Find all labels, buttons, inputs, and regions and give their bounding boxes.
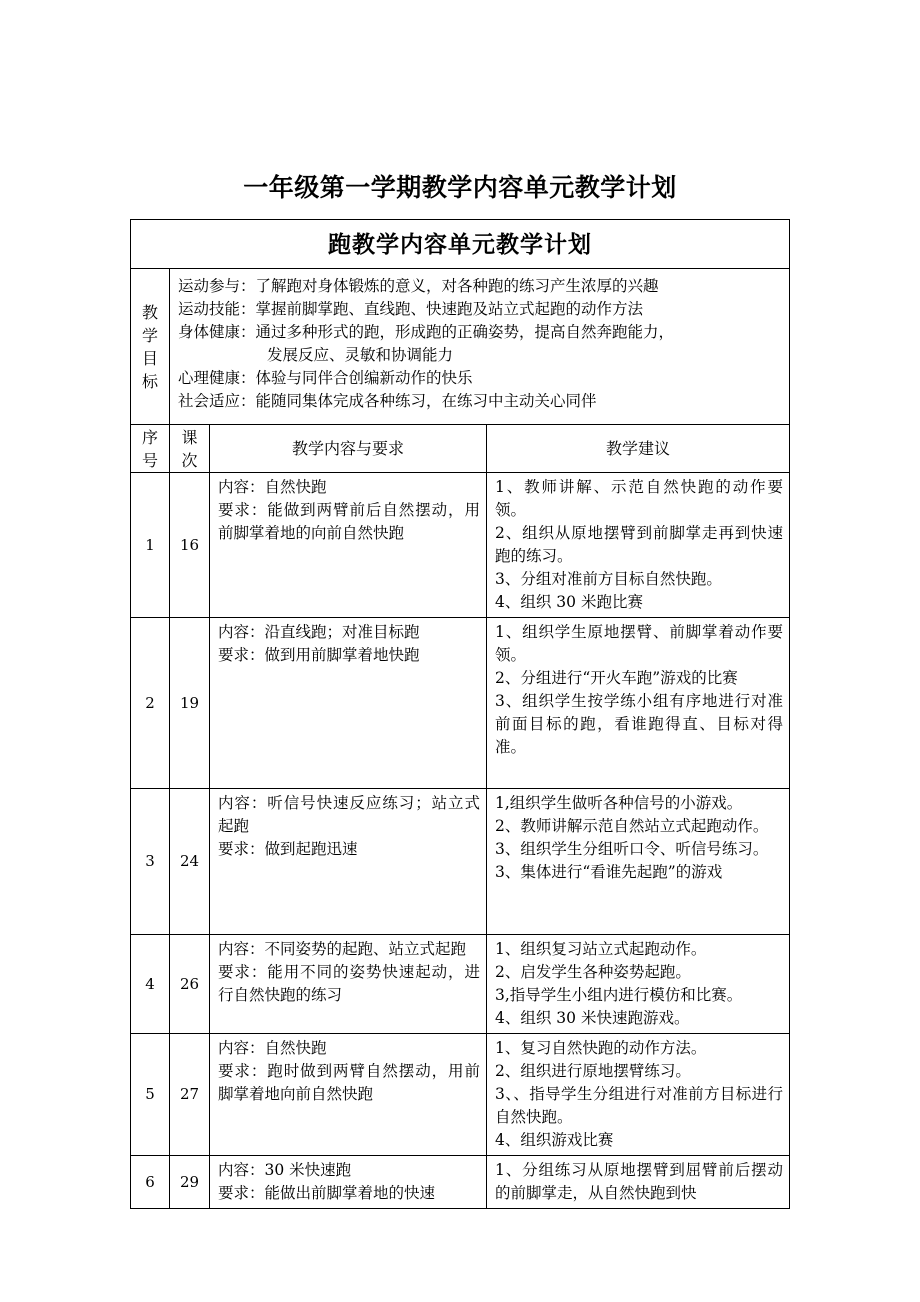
advice-line: 2、组织从原地摆臂到前脚掌走再到快速跑的练习。 [495, 524, 783, 565]
objective-item: 身体健康： 通过多种形式的跑，形成跑的正确姿势，提高自然奔跑能力， [178, 323, 675, 341]
advice-line: 4、组织游戏比赛 [495, 1131, 614, 1149]
header-lesson: 课 次 [170, 425, 210, 473]
row-seq: 3 [131, 789, 170, 935]
teaching-plan-table [130, 219, 790, 1209]
advice-line: 3、、指导学生分组进行对准前方目标进行自然快跑。 [495, 1085, 783, 1126]
objective-item: 心理健康： 体验与同伴合创编新动作的快乐 [178, 369, 473, 387]
header-seq: 序 号 [131, 425, 170, 473]
content-line: 内容：沿直线跑；对准目标跑 [218, 623, 420, 641]
objective-item: 运动技能： 掌握前脚掌跑、直线跑、快速跑及站立式起跑的动作方法 [178, 300, 644, 318]
document-title: 一年级第一学期教学内容单元教学计划 [243, 173, 677, 202]
row-advice [487, 789, 790, 935]
objective-item: 社会适应： 能随同集体完成各种练习，在练习中主动关心同伴 [178, 392, 597, 410]
row-lesson: 26 [170, 935, 210, 1034]
advice-line: 1、教师讲解、示范自然快跑的动作要领。 [495, 478, 783, 519]
content-line: 要求：跑时做到两臂自然摆动，用前脚掌着地向前自然快跑 [218, 1062, 480, 1103]
header-advice: 教学建议 [487, 425, 790, 473]
advice-line: 1、分组练习从原地摆臂到屈臂前后摆动的前脚掌走，从自然快跑到快 [495, 1161, 783, 1202]
advice-line: 4、组织 30 米快速跑游戏。 [495, 1009, 690, 1027]
row-lesson: 29 [170, 1156, 210, 1209]
header-content: 教学内容与要求 [210, 425, 487, 473]
row-advice [487, 618, 790, 789]
row-advice [487, 473, 790, 618]
row-content [210, 473, 487, 618]
row-seq: 1 [131, 473, 170, 618]
advice-line: 3、集体进行“看谁先起跑”的游戏 [495, 863, 723, 881]
row-lesson: 27 [170, 1034, 210, 1156]
row-lesson: 24 [170, 789, 210, 935]
objectives-content [170, 269, 790, 425]
advice-line: 3、组织学生按学练小组有序地进行对准前面目标的跑，看谁跑得直、目标对得准。 [495, 692, 783, 756]
advice-line: 1,组织学生做听各种信号的小游戏。 [495, 794, 743, 812]
advice-line: 1、组织学生原地摆臂、前脚掌着动作要领。 [495, 623, 783, 664]
advice-line: 2、组织进行原地摆臂练习。 [495, 1062, 691, 1080]
row-seq: 4 [131, 935, 170, 1034]
unit-title-row [131, 220, 790, 269]
table-row [131, 618, 790, 789]
row-content [210, 618, 487, 789]
row-seq: 2 [131, 618, 170, 789]
content-line: 要求：能做出前脚掌着地的快速 [218, 1184, 436, 1202]
objectives-row [131, 269, 790, 425]
row-content [210, 1156, 487, 1209]
content-line: 内容：30 米快速跑 [218, 1161, 352, 1179]
row-seq: 5 [131, 1034, 170, 1156]
advice-line: 1、组织复习站立式起跑动作。 [495, 940, 707, 958]
content-line: 要求：做到用前脚掌着地快跑 [218, 646, 420, 664]
content-line: 内容：自然快跑 [218, 1039, 327, 1057]
objective-continuation: 发展反应、灵敏和协调能力 [267, 346, 454, 364]
table-row [131, 1034, 790, 1156]
advice-line: 3、组织学生分组听口令、听信号练习。 [495, 840, 769, 858]
advice-line: 3,指导学生小组内进行模仿和比赛。 [495, 986, 743, 1004]
table-row [131, 789, 790, 935]
content-line: 要求：能做到两臂前后自然摆动，用前脚掌着地的向前自然快跑 [218, 501, 480, 542]
advice-line: 4、组织 30 米跑比赛 [495, 593, 643, 611]
advice-line: 1、复习自然快跑的动作方法。 [495, 1039, 707, 1057]
header-row [131, 425, 790, 473]
unit-title: 跑教学内容单元教学计划 [131, 220, 790, 269]
content-line: 内容：自然快跑 [218, 478, 327, 496]
row-lesson: 16 [170, 473, 210, 618]
row-lesson: 19 [170, 618, 210, 789]
content-line: 要求：做到起跑迅速 [218, 840, 358, 858]
objectives-label: 教 学 目 标 [131, 269, 170, 425]
advice-line: 2、启发学生各种姿势起跑。 [495, 963, 691, 981]
row-content [210, 789, 487, 935]
table-row [131, 935, 790, 1034]
row-content [210, 1034, 487, 1156]
row-advice [487, 1156, 790, 1209]
objective-item: 运动参与： 了解跑对身体锻炼的意义，对各种跑的练习产生浓厚的兴趣 [178, 277, 659, 295]
row-seq: 6 [131, 1156, 170, 1209]
row-advice [487, 935, 790, 1034]
row-advice [487, 1034, 790, 1156]
content-line: 内容：不同姿势的起跑、站立式起跑 [218, 940, 467, 958]
advice-line: 2、分组进行“开火车跑”游戏的比赛 [495, 669, 738, 687]
advice-line: 3、分组对准前方目标自然快跑。 [495, 570, 722, 588]
table-row [131, 1156, 790, 1209]
row-content [210, 935, 487, 1034]
advice-line: 2、教师讲解示范自然站立式起跑动作。 [495, 817, 769, 835]
content-line: 内容：听信号快速反应练习；站立式起跑 [218, 794, 480, 835]
content-line: 要求：能用不同的姿势快速起动，进行自然快跑的练习 [218, 963, 480, 1004]
table-row [131, 473, 790, 618]
